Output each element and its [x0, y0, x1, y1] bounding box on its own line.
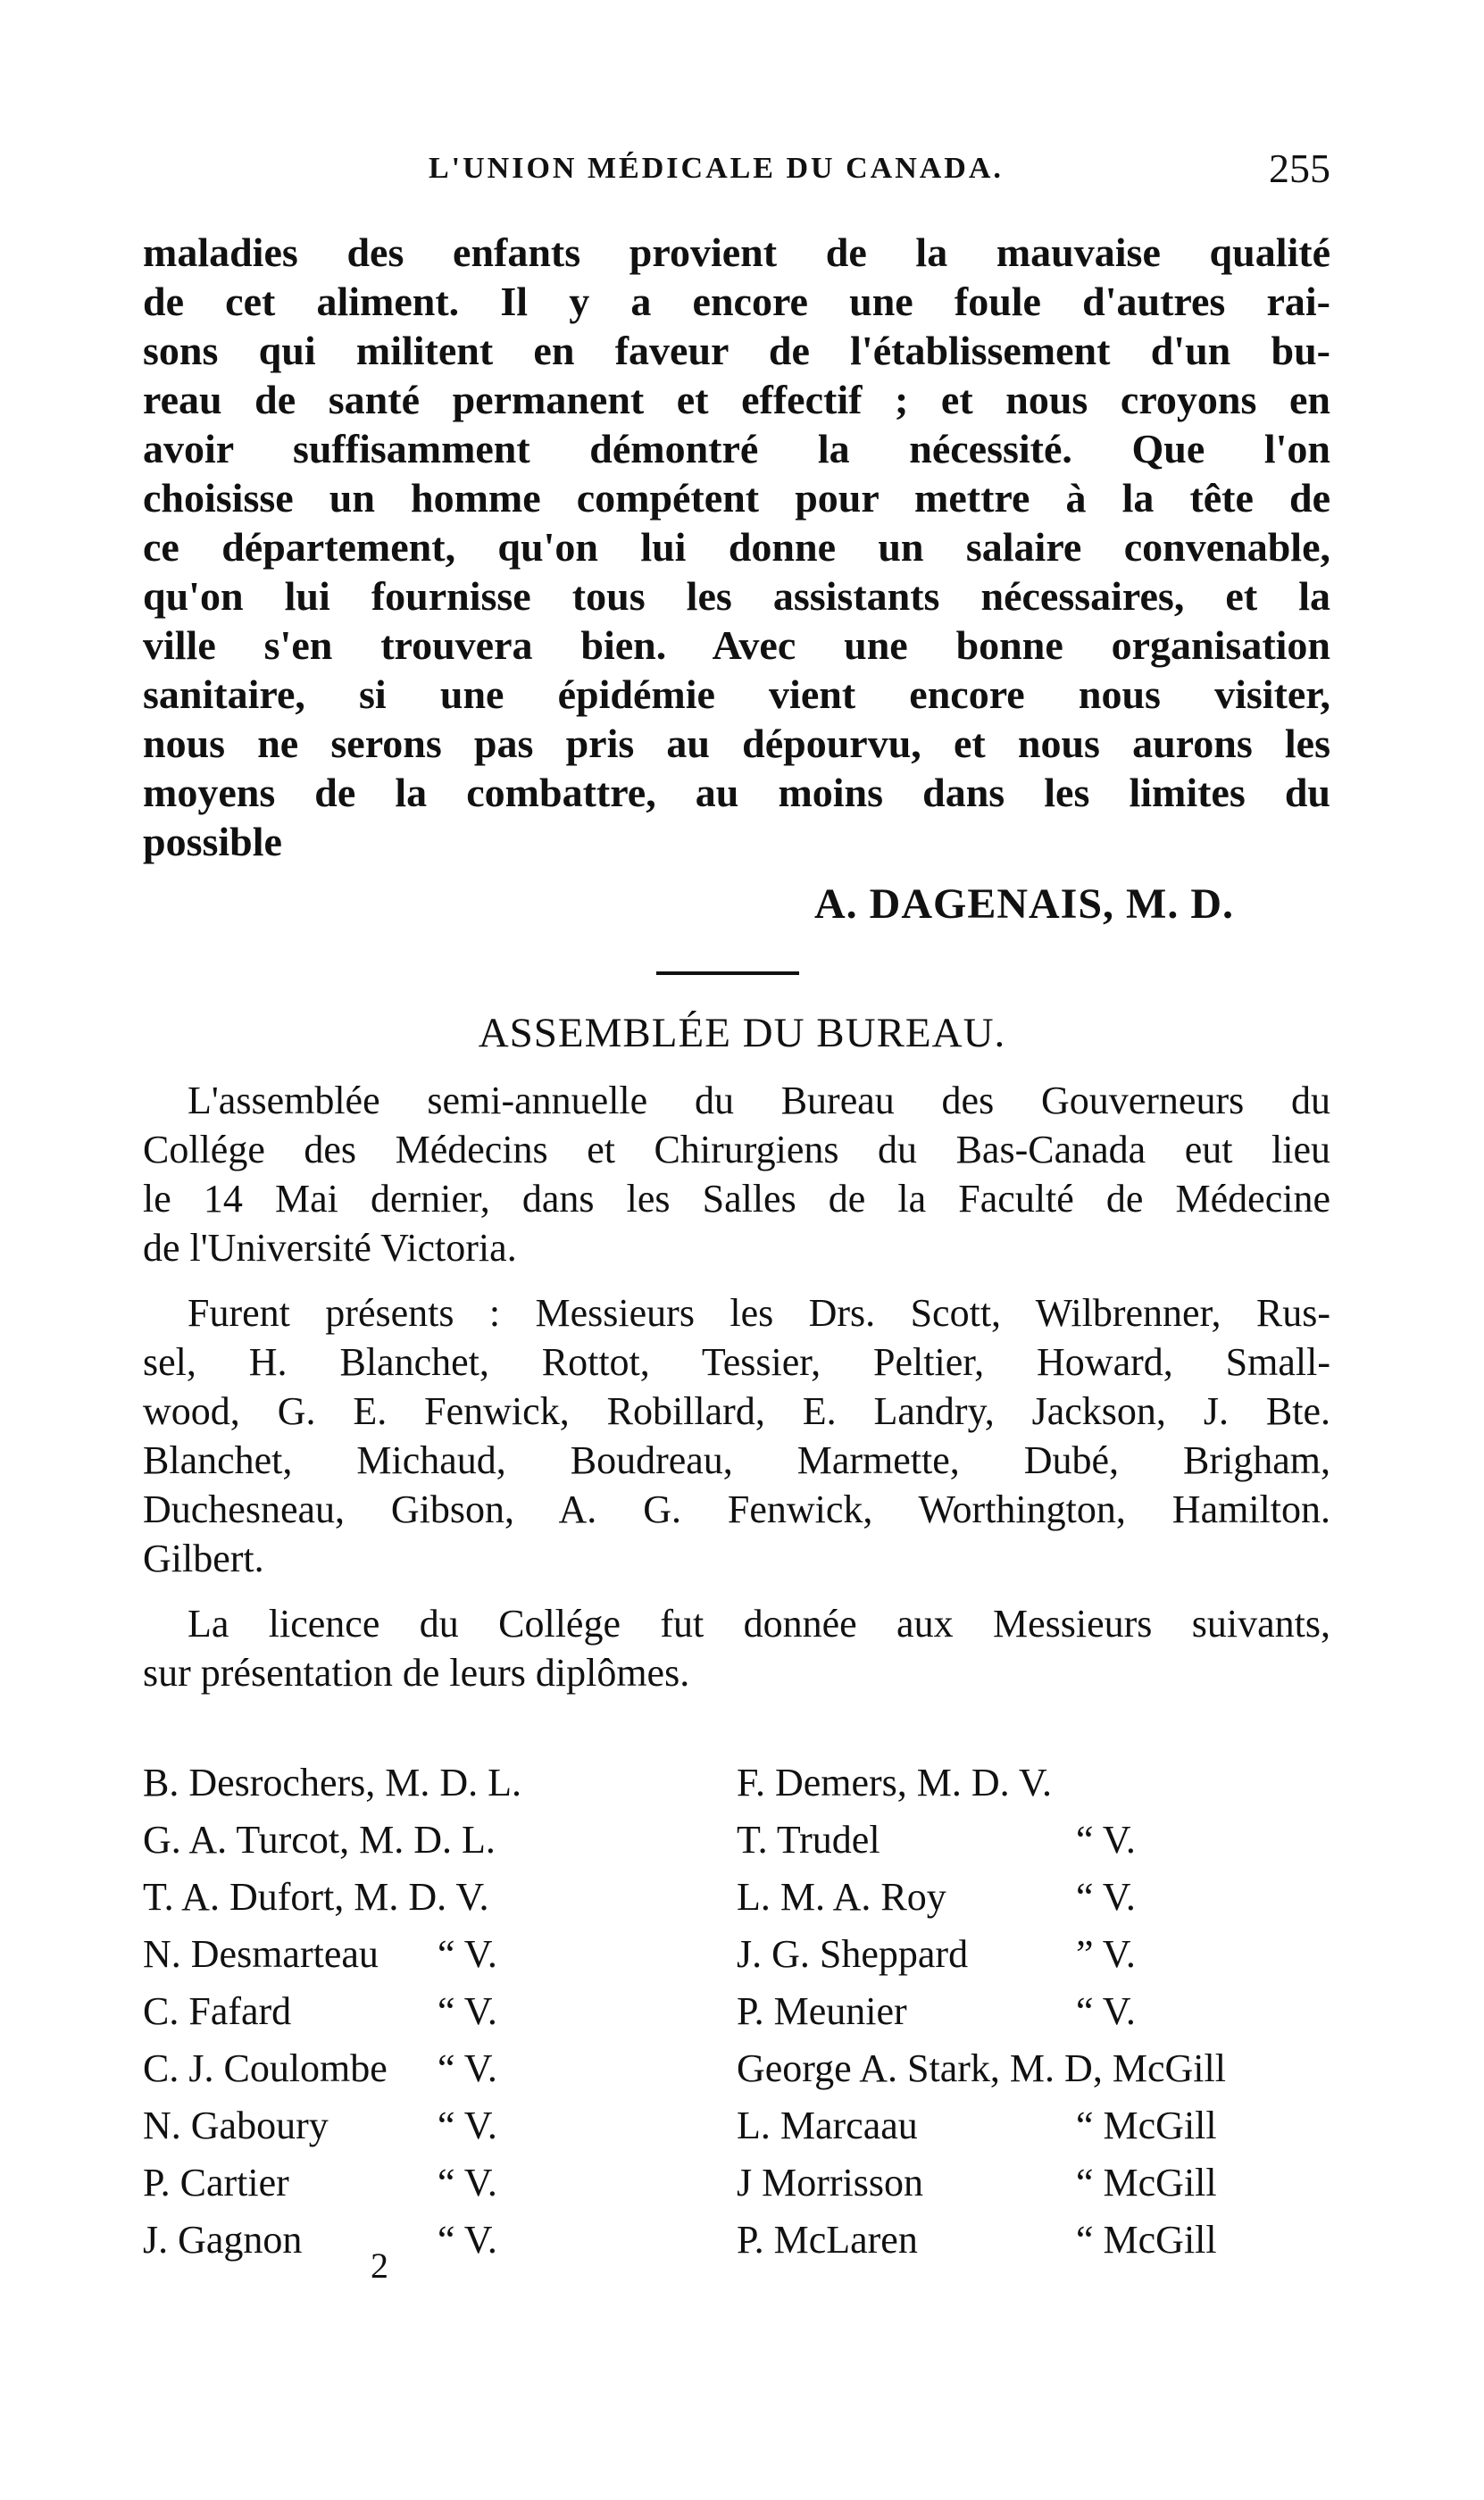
text-line: ville s'en trouvera bien. Avec une bonne organisation [143, 622, 1330, 668]
paragraph-meeting [143, 1076, 1330, 1272]
text-line: La licence du Collége fut donnée aux Messieurs suivants, [188, 1602, 1330, 1646]
text-line: sur présentation de leurs diplômes. [143, 1651, 690, 1695]
graduate-name: B. Desrochers, M. D. L. [143, 1761, 522, 1804]
graduate-name: L. M. A. Roy [737, 1875, 946, 1919]
list-item [143, 2212, 643, 2269]
section-title: ASSEMBLÉE DU BUREAU. [478, 1010, 1006, 1056]
paragraph-attendees [143, 1288, 1330, 1583]
list-item [143, 1869, 643, 1926]
text-line: reau de santé permanent et effectif ; et nous croyons en [143, 377, 1330, 422]
text-line: wood, G. E. Fenwick, Robillard, E. Landry, Jackson, J. Bte. [143, 1389, 1330, 1433]
graduate-degree: “ V. [438, 1989, 497, 2033]
printer-signature-mark: 2 [371, 2246, 388, 2286]
list-item [737, 2154, 1339, 2212]
text-line: sel, H. Blanchet, Rottot, Tessier, Peltier, Howard, Small- [143, 1340, 1330, 1384]
list-item [737, 2040, 1339, 2097]
list-item [737, 1926, 1339, 1983]
graduate-name: J. G. Sheppard [737, 1932, 969, 1976]
text-line: sons qui militent en faveur de l'établissement d'un bu- [143, 328, 1330, 373]
graduate-name: C. Fafard [143, 1989, 292, 2033]
text-line: Collége des Médecins et Chirurgiens du Bas-Canada eut lieu [143, 1128, 1330, 1171]
running-title: L'UNION MÉDICALE DU CANADA. [429, 152, 1004, 185]
text-line: de l'Université Victoria. [143, 1226, 517, 1270]
graduate-degree: “ V. [438, 2218, 497, 2262]
graduate-degree: “ V. [1076, 1989, 1136, 2033]
list-item [143, 1983, 643, 2040]
list-item [143, 1812, 643, 1869]
text-line: nous ne serons pas pris au dépourvu, et nous aurons les [143, 721, 1330, 766]
graduate-degree: “ V. [438, 2046, 497, 2090]
graduate-name: J Morrisson [737, 2161, 924, 2204]
text-line: maladies des enfants provient de la mauvaise qualité [143, 229, 1330, 275]
text-line: sanitaire, si une épidémie vient encore nous visiter, [143, 671, 1330, 717]
text-line: de cet aliment. Il y a encore une foule d'autres rai- [143, 279, 1330, 324]
text-line: qu'on lui fournisse tous les assistants nécessaires, et la [143, 573, 1330, 619]
list-item [143, 2040, 643, 2097]
graduate-name: P. Meunier [737, 1989, 907, 2033]
text-line: choisisse un homme compétent pour mettre à la tête de [143, 475, 1330, 521]
graduate-name: F. Demers, M. D. V. [737, 1761, 1052, 1804]
text-line: L'assemblée semi-annuelle du Bureau des Gouverneurs du [188, 1079, 1330, 1122]
graduate-degree: “ McGill [1076, 2218, 1217, 2262]
graduate-degree: “ McGill [1076, 2104, 1217, 2147]
text-line: Furent présents : Messieurs les Drs. Scott, Wilbrenner, Rus- [188, 1291, 1330, 1335]
graduate-degree: “ V. [438, 2104, 497, 2147]
list-item [737, 2212, 1339, 2269]
list-item [143, 2154, 643, 2212]
meeting-minutes [143, 1076, 1330, 1713]
graduate-degree: “ V. [438, 1932, 497, 1976]
graduate-name: N. Desmarteau [143, 1932, 379, 1976]
text-line: possible [143, 819, 282, 864]
text-line: Gilbert. [143, 1537, 264, 1580]
section-divider [656, 971, 799, 975]
text-line: moyens de la combattre, au moins dans les limites du [143, 770, 1330, 815]
graduate-name: C. J. Coulombe [143, 2046, 388, 2090]
graduates-column-right [737, 1754, 1339, 2269]
list-item [737, 1983, 1339, 2040]
graduate-name: T. Trudel [737, 1818, 880, 1862]
list-item [737, 1869, 1339, 1926]
text-line: Duchesneau, Gibson, A. G. Fenwick, Worthington, Hamilton. [143, 1488, 1330, 1531]
text-line: ce département, qu'on lui donne un salaire convenable, [143, 524, 1330, 570]
graduate-name: George A. Stark, M. D, McGill [737, 2046, 1226, 2090]
list-item [737, 1754, 1339, 1812]
list-item [737, 1812, 1339, 1869]
text-line: avoir suffisamment démontré la nécessité. Que l'on [143, 426, 1330, 471]
graduate-name: P. Cartier [143, 2161, 289, 2204]
graduate-degree: “ V. [438, 2161, 497, 2204]
running-head [143, 146, 1330, 205]
graduates-column-left [143, 1754, 643, 2269]
graduate-name: G. A. Turcot, M. D. L. [143, 1818, 496, 1862]
page-number: 255 [1269, 146, 1330, 191]
graduate-name: T. A. Dufort, M. D. V. [143, 1875, 489, 1919]
list-item [143, 1926, 643, 1983]
list-item [143, 2097, 643, 2154]
text-line: le 14 Mai dernier, dans les Salles de la Faculté de Médecine [143, 1177, 1330, 1221]
graduate-name: P. McLaren [737, 2218, 918, 2262]
graduate-degree: “ V. [1076, 1875, 1136, 1919]
graduate-degree: ” V. [1076, 1932, 1136, 1976]
graduate-name: J. Gagnon [143, 2218, 303, 2262]
article-continuation [143, 228, 1330, 866]
list-item [737, 2097, 1339, 2154]
graduate-degree: “ V. [1076, 1818, 1136, 1862]
graduate-name: L. Marcaau [737, 2104, 918, 2147]
list-item [143, 1754, 643, 1812]
author-signature: A. DAGENAIS, M. D. [813, 880, 1234, 928]
paragraph-licence [143, 1599, 1330, 1697]
graduate-name: N. Gaboury [143, 2104, 329, 2147]
graduate-degree: “ McGill [1076, 2161, 1217, 2204]
text-line: Blanchet, Michaud, Boudreau, Marmette, Dubé, Brigham, [143, 1438, 1330, 1482]
